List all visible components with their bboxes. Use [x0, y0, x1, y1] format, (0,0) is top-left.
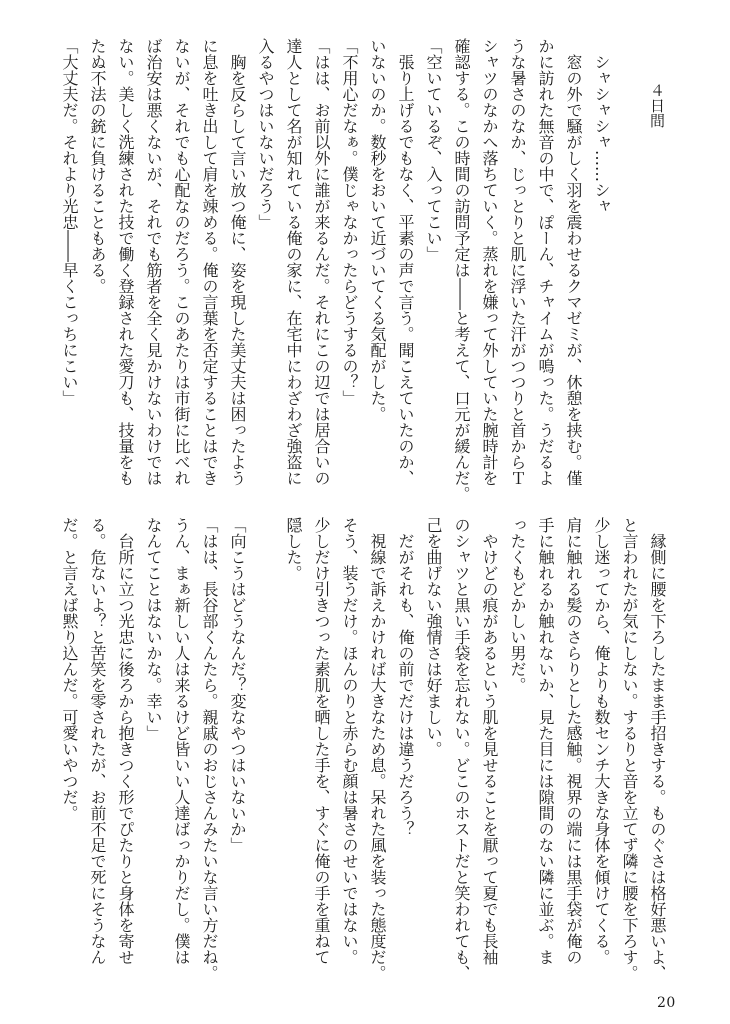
text-column: 己を曲げない強情さは好ましい。 — [424, 517, 443, 757]
text-column: ない。美しく洗練された技で働く登録された愛刀も、技量をも — [116, 38, 135, 486]
text-column: ないが、それでも心配なのだろう。このあたりは市街に比べれ — [172, 38, 191, 486]
text-column: 「空いているぞ、入ってこい」 — [424, 38, 443, 262]
scene-break-blank-column — [251, 517, 279, 965]
text-column: 肩に触れる髪のさらりとした感触。視界の端には黒手袋が俺の — [564, 517, 583, 965]
chapter-title: ４日間 — [648, 83, 666, 128]
text-column: 「向こうはどうなんだ？変なやつはいないか」 — [228, 517, 247, 853]
text-column: に息を吐き出して肩を竦める。俺の言葉を否定することはでき — [200, 38, 219, 486]
text-column: だ。と言えば黙り込んだ。可愛いやつだ。 — [60, 517, 79, 821]
top-text-block — [55, 38, 671, 502]
text-column: なんてことはないかな。幸い」 — [144, 517, 163, 741]
text-column: 「はは、お前以外に誰が来るんだ。それにこの辺では居合いの — [312, 38, 331, 486]
text-column: 達人として名が知れている俺の家に、在宅中にわざわざ強盗に — [284, 38, 303, 486]
text-column: うな暑さのなか、じっとりと肌に浮いた汗がつつりと首からＴ — [508, 38, 527, 486]
text-column: ったくもどかしい男だ。 — [508, 517, 527, 693]
text-column: やけどの痕があるという肌を見せることを厭って夏でも長袖 — [480, 517, 499, 965]
text-column: 「はは、長谷部くんたら。親戚のおじさんみたいな言い方だね。 — [200, 517, 219, 981]
text-column: かに訪れた無音の中で、ぽーん、チャイムが鳴った。うだるよ — [536, 38, 555, 486]
text-column: いないのか。数秒をおいて近づいてくる気配がした。 — [368, 38, 387, 422]
page-number: 20 — [657, 995, 676, 1011]
text-column: 張り上げるでもなく、平素の声で言う。聞こえていたのか、 — [396, 38, 415, 486]
text-column: そう、装うだけ。ほんのりと赤らむ顔は暑さのせいではない。 — [340, 517, 359, 965]
text-column: 隠した。 — [284, 517, 303, 581]
text-column: る。危ないよ？と苦笑を零されたが、お前不足で死にそうなん — [88, 517, 107, 965]
blank-column — [615, 38, 643, 486]
text-column: 縁側に腰を下ろしたまま手招きする。ものぐさは格好悪いよ、 — [648, 517, 667, 981]
bottom-text-block — [55, 517, 671, 981]
text-column: 手に触れるか触れないか、見た目には隙間のない隣に並ぶ。ま — [536, 517, 555, 965]
text-column: たぬ不法の銃に負けることもある。 — [88, 38, 107, 294]
text-column: 胸を反らして言い放つ俺に、姿を現した美丈夫は困ったよう — [228, 38, 247, 486]
text-column: シャシャシャ……シャ — [592, 38, 611, 214]
text-column: 窓の外で騒がしく羽を震わせるクマゼミが、休憩を挟む。僅 — [564, 38, 583, 486]
text-column: と言われたが気にしない。するりと音を立てず隣に腰を下ろす。 — [620, 517, 639, 981]
text-column: 「不用心だなぁ。僕じゃなかったらどうするの？」 — [340, 38, 359, 406]
text-column: ば治安は悪くないが、それでも筋者を全く見かけないわけでは — [144, 38, 163, 486]
text-column: 「大丈夫だ。それより光忠――早くこっちにこい」 — [60, 38, 79, 406]
text-column: 入るやつはいないだろう」 — [256, 38, 275, 230]
text-column: 少しだけ引きつった素肌を晒した手を、すぐに俺の手を重ねて — [312, 517, 331, 965]
text-column: 少し迷ってから、俺よりも数センチ大きな身体を傾けてくる。 — [592, 517, 611, 965]
text-column: のシャツと黒い手袋を忘れない。どこのホストだと笑われても、 — [452, 517, 471, 981]
text-column: 確認する。この時間の訪問予定は――と考えて、口元が緩んだ。 — [452, 38, 471, 502]
text-column: うん、まぁ新しい人は来るけど皆いい人達ばっかりだし。僕は — [172, 517, 191, 965]
text-column: 視線で訴えかければ大きなため息。呆れた風を装った態度だ。 — [368, 517, 387, 981]
text-column: だがそれも、俺の前でだけは違うだろう？ — [396, 517, 415, 837]
text-column: シャツのなかへ落ちていく。蒸れを嫌って外していた腕時計を — [480, 38, 499, 486]
text-column: 台所に立つ光忠に後ろから抱きつく形でぴたりと身体を寄せ — [116, 517, 135, 965]
